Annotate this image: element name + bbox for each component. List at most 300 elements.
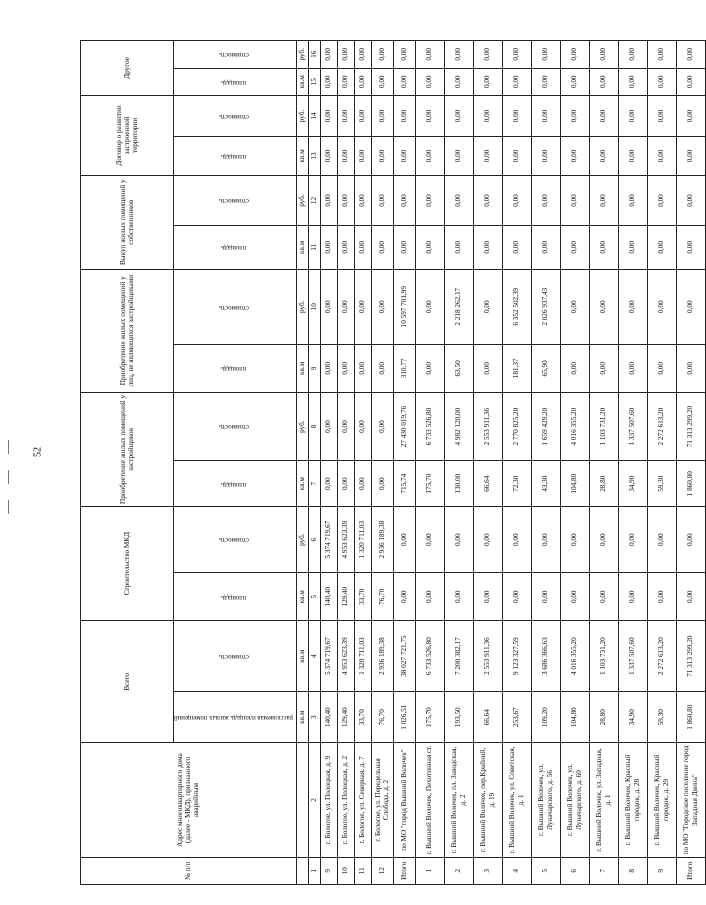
row-value: 0,00 xyxy=(502,41,531,69)
row-value: 3 686 366,63 xyxy=(531,621,560,692)
row-value: 0,00 xyxy=(647,269,676,344)
row-value: 5 374 719,67 xyxy=(320,507,337,573)
scan-mark xyxy=(8,500,9,514)
column-number: 8 xyxy=(308,392,320,461)
row-value: 0,00 xyxy=(371,68,393,95)
table-row xyxy=(589,41,618,885)
row-value: 4 016 355,20 xyxy=(560,621,589,692)
row-value: 0,00 xyxy=(415,41,444,69)
header-purchase-non-developers: Приобретение жилых помещений у лиц, не являющихся застройщиками xyxy=(81,269,174,392)
header-development: Договор о развитии застроенной территории xyxy=(81,95,174,175)
row-value: 0,00 xyxy=(393,137,415,176)
row-address: г. Вышний Волочек, пл. Заводская, д. 2 xyxy=(444,743,473,857)
row-value: 0,00 xyxy=(415,175,444,225)
row-value: 0,00 xyxy=(444,573,473,621)
row-value: 0,00 xyxy=(560,175,589,225)
table-row xyxy=(647,41,676,885)
units-cell: руб. xyxy=(296,175,308,225)
row-value: 0,00 xyxy=(393,573,415,621)
row-value: 0,00 xyxy=(354,392,371,461)
row-value: 66,64 xyxy=(473,692,502,743)
row-value: 0,00 xyxy=(354,68,371,95)
row-value: 27 430 019,76 xyxy=(393,392,415,461)
row-value: 43,30 xyxy=(531,461,560,507)
units-cell xyxy=(296,743,308,857)
row-value: 9 123 327,59 xyxy=(502,621,531,692)
scan-mark xyxy=(8,470,9,484)
row-address: г. Бологое, ул. Северная, д. 7 xyxy=(354,743,371,857)
row-value: 0,00 xyxy=(531,226,560,269)
row-value: 0,00 xyxy=(320,226,337,269)
row-number: 11 xyxy=(354,857,371,884)
row-value: 33,70 xyxy=(354,692,371,743)
row-address: по МО "город Вышний Волочек" xyxy=(393,743,415,857)
row-value: 0,00 xyxy=(371,175,393,225)
row-value: 0,00 xyxy=(589,226,618,269)
row-value: 0,00 xyxy=(676,573,705,621)
row-address: г. Бологое, ул. Полоцкая, д. 9 xyxy=(320,743,337,857)
row-value: 0,00 xyxy=(560,269,589,344)
units-cell: руб. xyxy=(296,269,308,344)
row-value: 0,00 xyxy=(473,573,502,621)
row-address: г. Вышний Волочек, ул. Луначарского, д. 60 xyxy=(560,743,589,857)
row-value: 0,00 xyxy=(473,137,502,176)
units-cell: кв.м xyxy=(296,226,308,269)
row-value: 34,90 xyxy=(618,692,647,743)
subheader-area: площадь xyxy=(174,461,297,507)
row-value: 0,00 xyxy=(415,507,444,573)
row-value: 0,00 xyxy=(676,175,705,225)
row-value: 0,00 xyxy=(589,507,618,573)
row-value: 0,00 xyxy=(371,392,393,461)
rotated-table-frame xyxy=(80,40,699,885)
row-value: 38 027 721,75 xyxy=(393,621,415,692)
row-value: 0,00 xyxy=(589,41,618,69)
column-number: 12 xyxy=(308,175,320,225)
subheader-area: площадь xyxy=(174,344,297,392)
row-value: 0,00 xyxy=(337,95,354,136)
row-value: 0,00 xyxy=(647,507,676,573)
row-value: 0,00 xyxy=(560,95,589,136)
row-value: 0,00 xyxy=(531,137,560,176)
row-value: 0,00 xyxy=(473,344,502,392)
units-cell: кв.м xyxy=(296,573,308,621)
subheader-area: площадь xyxy=(174,573,297,621)
row-value: 0,00 xyxy=(337,392,354,461)
row-number: 5 xyxy=(531,857,560,884)
subheader-cost: стоимость xyxy=(174,507,297,573)
row-value: 72,30 xyxy=(502,461,531,507)
row-value: 0,00 xyxy=(560,137,589,176)
row-value: 0,00 xyxy=(444,507,473,573)
row-value: 104,80 xyxy=(560,692,589,743)
row-value: 0,00 xyxy=(354,226,371,269)
row-value: 0,00 xyxy=(371,226,393,269)
row-value: 2 936 189,38 xyxy=(371,621,393,692)
row-value: 0,00 xyxy=(589,95,618,136)
row-value: 0,00 xyxy=(415,95,444,136)
row-value: 0,00 xyxy=(473,269,502,344)
row-value: 66,64 xyxy=(473,461,502,507)
rotated-table-wrapper xyxy=(80,40,699,885)
header-buyout: Выкуп жилых помещений у собственников xyxy=(81,175,174,269)
row-value: 0,00 xyxy=(337,226,354,269)
units-cell xyxy=(296,857,308,884)
row-value: 0,00 xyxy=(647,137,676,176)
row-value: 0,00 xyxy=(618,344,647,392)
row-value: 0,00 xyxy=(618,507,647,573)
row-value: 0,00 xyxy=(647,175,676,225)
units-cell: руб. xyxy=(296,95,308,136)
table-row xyxy=(320,41,337,885)
row-value: 0,00 xyxy=(337,344,354,392)
row-value: 2 936 189,38 xyxy=(371,507,393,573)
row-value: 0,00 xyxy=(337,175,354,225)
row-value: 0,00 xyxy=(589,269,618,344)
row-value: 0,00 xyxy=(589,137,618,176)
row-number: 10 xyxy=(337,857,354,884)
page-number: 52 xyxy=(32,447,44,457)
row-value: 0,00 xyxy=(676,137,705,176)
row-value: 0,00 xyxy=(618,269,647,344)
subheader-area: площадь xyxy=(174,68,297,95)
row-value: 76,70 xyxy=(371,692,393,743)
units-cell: кв.м xyxy=(296,692,308,743)
row-number: 3 xyxy=(473,857,502,884)
row-value: 0,00 xyxy=(560,573,589,621)
header-purchase-developers: Приобретение жилых помещений у застройщиков xyxy=(81,392,174,506)
row-address: г. Бологое, ул. Передельная Слобода, д. 2 xyxy=(371,743,393,857)
row-value: 1 337 507,60 xyxy=(618,621,647,692)
row-value: 2 553 911,36 xyxy=(473,621,502,692)
units-cell: руб. xyxy=(296,392,308,461)
row-value: 4 016 355,20 xyxy=(560,392,589,461)
row-value: 0,00 xyxy=(531,507,560,573)
row-value: 0,00 xyxy=(618,95,647,136)
column-number: 6 xyxy=(308,507,320,573)
row-value: 0,00 xyxy=(415,226,444,269)
subheader-cost: стоимость xyxy=(174,95,297,136)
row-value: 0,00 xyxy=(473,175,502,225)
row-value: 0,00 xyxy=(444,175,473,225)
row-value: 181,37 xyxy=(502,344,531,392)
column-number: 5 xyxy=(308,573,320,621)
row-value: 0,00 xyxy=(320,269,337,344)
row-value: 0,00 xyxy=(647,68,676,95)
row-value: 0,00 xyxy=(676,226,705,269)
row-value: 0,00 xyxy=(320,175,337,225)
row-value: 0,00 xyxy=(531,68,560,95)
row-value: 1 860,80 xyxy=(676,461,705,507)
row-value: 129,40 xyxy=(337,692,354,743)
row-value: 0,00 xyxy=(676,95,705,136)
row-value: 0,00 xyxy=(473,41,502,69)
row-value: 0,00 xyxy=(531,175,560,225)
row-value: 310,77 xyxy=(393,344,415,392)
row-value: 0,00 xyxy=(354,95,371,136)
column-number: 14 xyxy=(308,95,320,136)
row-value: 0,00 xyxy=(560,507,589,573)
row-value: 6 733 526,80 xyxy=(415,621,444,692)
row-value: 0,00 xyxy=(560,344,589,392)
column-number: 3 xyxy=(308,692,320,743)
row-value: 0,00 xyxy=(320,137,337,176)
row-value: 0,00 xyxy=(415,269,444,344)
row-address: г. Вышний Волочек, ул. Советская, д. 1 xyxy=(502,743,531,857)
header-other: Другое xyxy=(81,41,174,96)
row-value: 63,50 xyxy=(444,344,473,392)
row-value: 0,00 xyxy=(415,344,444,392)
row-value: 1 103 731,20 xyxy=(589,392,618,461)
row-value: 1 659 429,20 xyxy=(531,392,560,461)
row-value: 59,30 xyxy=(647,692,676,743)
units-cell: кв.м xyxy=(296,137,308,176)
units-cell: руб. xyxy=(296,507,308,573)
row-address: г. Вышний Волочек, ул. Луначарского, д. 56 xyxy=(531,743,560,857)
units-cell: кв.м xyxy=(296,344,308,392)
row-address: г. Вышний Волочек, пер.Крайний, д. 19 xyxy=(473,743,502,857)
row-value: 0,00 xyxy=(676,507,705,573)
table-row xyxy=(560,41,589,885)
row-value: 0,00 xyxy=(502,573,531,621)
row-value: 0,00 xyxy=(371,41,393,69)
resettlement-table xyxy=(80,40,706,885)
row-value: 1 860,80 xyxy=(676,692,705,743)
units-cell: кв.м xyxy=(296,68,308,95)
row-value: 2 770 825,20 xyxy=(502,392,531,461)
row-value: 1 320 711,03 xyxy=(354,621,371,692)
row-value: 0,00 xyxy=(354,41,371,69)
subheader-cost: стоимость xyxy=(174,621,297,692)
units-cell: кв.м xyxy=(296,621,308,692)
row-value: 0,00 xyxy=(502,226,531,269)
subheader-cost: стоимость xyxy=(174,175,297,225)
row-value: 0,00 xyxy=(531,95,560,136)
row-value: 71 313 299,20 xyxy=(676,392,705,461)
column-number: 16 xyxy=(308,41,320,69)
row-value: 6 733 526,80 xyxy=(415,392,444,461)
column-number: 10 xyxy=(308,269,320,344)
row-address: г. Вышний Волочек, Пехотинная ст. xyxy=(415,743,444,857)
row-value: 0,00 xyxy=(337,269,354,344)
row-value: 4 953 623,39 xyxy=(337,621,354,692)
row-value: 65,90 xyxy=(531,344,560,392)
row-value: 0,00 xyxy=(354,269,371,344)
row-value: 1 337 507,60 xyxy=(618,392,647,461)
row-value: 71 313 299,20 xyxy=(676,621,705,692)
row-number: 9 xyxy=(320,857,337,884)
row-value: 0,00 xyxy=(393,226,415,269)
row-value: 0,00 xyxy=(618,573,647,621)
row-value: 0,00 xyxy=(531,41,560,69)
row-value: 0,00 xyxy=(371,95,393,136)
row-value: 0,00 xyxy=(320,344,337,392)
row-value: 253,67 xyxy=(502,692,531,743)
row-value: 0,00 xyxy=(618,68,647,95)
row-value: 0,00 xyxy=(647,344,676,392)
row-value: 0,00 xyxy=(393,507,415,573)
row-value: 715,74 xyxy=(393,461,415,507)
row-value: 140,40 xyxy=(320,573,337,621)
row-value: 0,00 xyxy=(320,392,337,461)
table-row xyxy=(618,41,647,885)
row-number: 2 xyxy=(444,857,473,884)
row-value: 0,00 xyxy=(444,95,473,136)
row-value: 0,00 xyxy=(371,269,393,344)
row-value: 0,00 xyxy=(647,573,676,621)
header-num: № п/п xyxy=(81,857,297,884)
row-value: 0,00 xyxy=(647,226,676,269)
column-number: 11 xyxy=(308,226,320,269)
row-value: 0,00 xyxy=(444,226,473,269)
row-value: 28,80 xyxy=(589,692,618,743)
row-value: 0,00 xyxy=(444,68,473,95)
column-number: 7 xyxy=(308,461,320,507)
table-body xyxy=(320,41,705,885)
row-value: 0,00 xyxy=(589,573,618,621)
row-value: 109,20 xyxy=(531,692,560,743)
row-address: по МО "Городское поселение город Западная Двина" xyxy=(676,743,705,857)
row-address: г. Бологое, ул. Полоцкая, д. 2 xyxy=(337,743,354,857)
table-row xyxy=(676,41,705,885)
row-number: 7 xyxy=(589,857,618,884)
column-number: 4 xyxy=(308,621,320,692)
subheader-area: площадь xyxy=(174,226,297,269)
row-value: 0,00 xyxy=(502,68,531,95)
row-value: 129,40 xyxy=(337,573,354,621)
row-value: 0,00 xyxy=(354,344,371,392)
row-number: 8 xyxy=(618,857,647,884)
row-value: 175,70 xyxy=(415,692,444,743)
row-number: 4 xyxy=(502,857,531,884)
row-address: г. Вышний Волочек, ул. Западная, д. 1 xyxy=(589,743,618,857)
row-value: 0,00 xyxy=(473,68,502,95)
table-row xyxy=(473,41,502,885)
row-value: 33,70 xyxy=(354,573,371,621)
header-total: Всего xyxy=(81,621,174,743)
row-value: 0,00 xyxy=(676,344,705,392)
units-cell: руб. xyxy=(296,41,308,69)
subheader-cost: стоимость xyxy=(174,41,297,69)
row-value: 0,00 xyxy=(618,137,647,176)
row-value: 0,00 xyxy=(354,137,371,176)
row-value: 2 553 911,36 xyxy=(473,392,502,461)
row-value: 0,00 xyxy=(676,269,705,344)
column-number: 1 xyxy=(308,857,320,884)
row-value: 0,00 xyxy=(337,461,354,507)
row-value: 0,00 xyxy=(560,68,589,95)
row-value: 0,00 xyxy=(618,226,647,269)
row-value: 4 982 120,00 xyxy=(444,392,473,461)
row-value: 0,00 xyxy=(444,137,473,176)
row-value: 0,00 xyxy=(337,137,354,176)
row-value: 0,00 xyxy=(502,95,531,136)
row-value: 0,00 xyxy=(371,137,393,176)
subheader-cost: стоимость xyxy=(174,392,297,461)
row-value: 0,00 xyxy=(354,175,371,225)
row-value: 0,00 xyxy=(618,41,647,69)
row-value: 1 026,51 xyxy=(393,692,415,743)
row-value: 0,00 xyxy=(589,344,618,392)
column-number: 15 xyxy=(308,68,320,95)
row-value: 0,00 xyxy=(354,461,371,507)
row-value: 0,00 xyxy=(502,507,531,573)
row-value: 0,00 xyxy=(371,344,393,392)
header-construction: Строительство МКД xyxy=(81,507,174,621)
row-number: 1 xyxy=(415,857,444,884)
row-number: 6 xyxy=(560,857,589,884)
row-value: 0,00 xyxy=(393,68,415,95)
row-value: 0,00 xyxy=(415,137,444,176)
row-value: 2 218 262,17 xyxy=(444,269,473,344)
row-value: 1 320 711,03 xyxy=(354,507,371,573)
row-value: 59,30 xyxy=(647,461,676,507)
row-value: 0,00 xyxy=(320,41,337,69)
row-value: 0,00 xyxy=(337,68,354,95)
row-value: 0,00 xyxy=(502,137,531,176)
row-value: 76,70 xyxy=(371,573,393,621)
table-row xyxy=(444,41,473,885)
row-value: 0,00 xyxy=(560,226,589,269)
table-row xyxy=(371,41,393,885)
subheader-area: площадь xyxy=(174,137,297,176)
row-value: 130,00 xyxy=(444,461,473,507)
table-row xyxy=(415,41,444,885)
row-value: 0,00 xyxy=(560,41,589,69)
row-value: 1 103 731,20 xyxy=(589,621,618,692)
row-number: Итого xyxy=(393,857,415,884)
row-value: 0,00 xyxy=(589,68,618,95)
subheader-resettled-area: расселяемая площадь жилых помещений xyxy=(174,692,297,743)
scan-mark xyxy=(8,440,9,454)
row-value: 0,00 xyxy=(393,175,415,225)
row-value: 2 272 613,20 xyxy=(647,392,676,461)
row-value: 0,00 xyxy=(473,226,502,269)
row-value: 4 953 623,39 xyxy=(337,507,354,573)
row-address: г. Вышний Волочек, Красный городок, д. 29 xyxy=(647,743,676,857)
row-value: 193,50 xyxy=(444,692,473,743)
row-value: 34,90 xyxy=(618,461,647,507)
table-row xyxy=(531,41,560,885)
table-row xyxy=(502,41,531,885)
row-address: г. Вышний Волочек, Красный городок, д. 28 xyxy=(618,743,647,857)
row-number: Итого xyxy=(676,857,705,884)
units-cell: кв.м xyxy=(296,461,308,507)
row-value: 28,80 xyxy=(589,461,618,507)
row-value: 0,00 xyxy=(647,95,676,136)
row-value: 0,00 xyxy=(320,461,337,507)
column-number: 2 xyxy=(308,743,320,857)
row-value: 140,40 xyxy=(320,692,337,743)
row-value: 10 597 701,99 xyxy=(393,269,415,344)
row-value: 0,00 xyxy=(473,95,502,136)
row-value: 0,00 xyxy=(531,573,560,621)
row-value: 0,00 xyxy=(393,95,415,136)
row-value: 0,00 xyxy=(502,175,531,225)
row-value: 0,00 xyxy=(320,68,337,95)
column-number: 13 xyxy=(308,137,320,176)
row-number: 12 xyxy=(371,857,393,884)
row-number: 9 xyxy=(647,857,676,884)
row-value: 0,00 xyxy=(371,461,393,507)
row-value: 0,00 xyxy=(618,175,647,225)
row-value: 2 272 613,20 xyxy=(647,621,676,692)
row-value: 0,00 xyxy=(473,507,502,573)
row-value: 0,00 xyxy=(647,41,676,69)
row-value: 0,00 xyxy=(589,175,618,225)
column-number: 9 xyxy=(308,344,320,392)
row-value: 7 200 382,17 xyxy=(444,621,473,692)
